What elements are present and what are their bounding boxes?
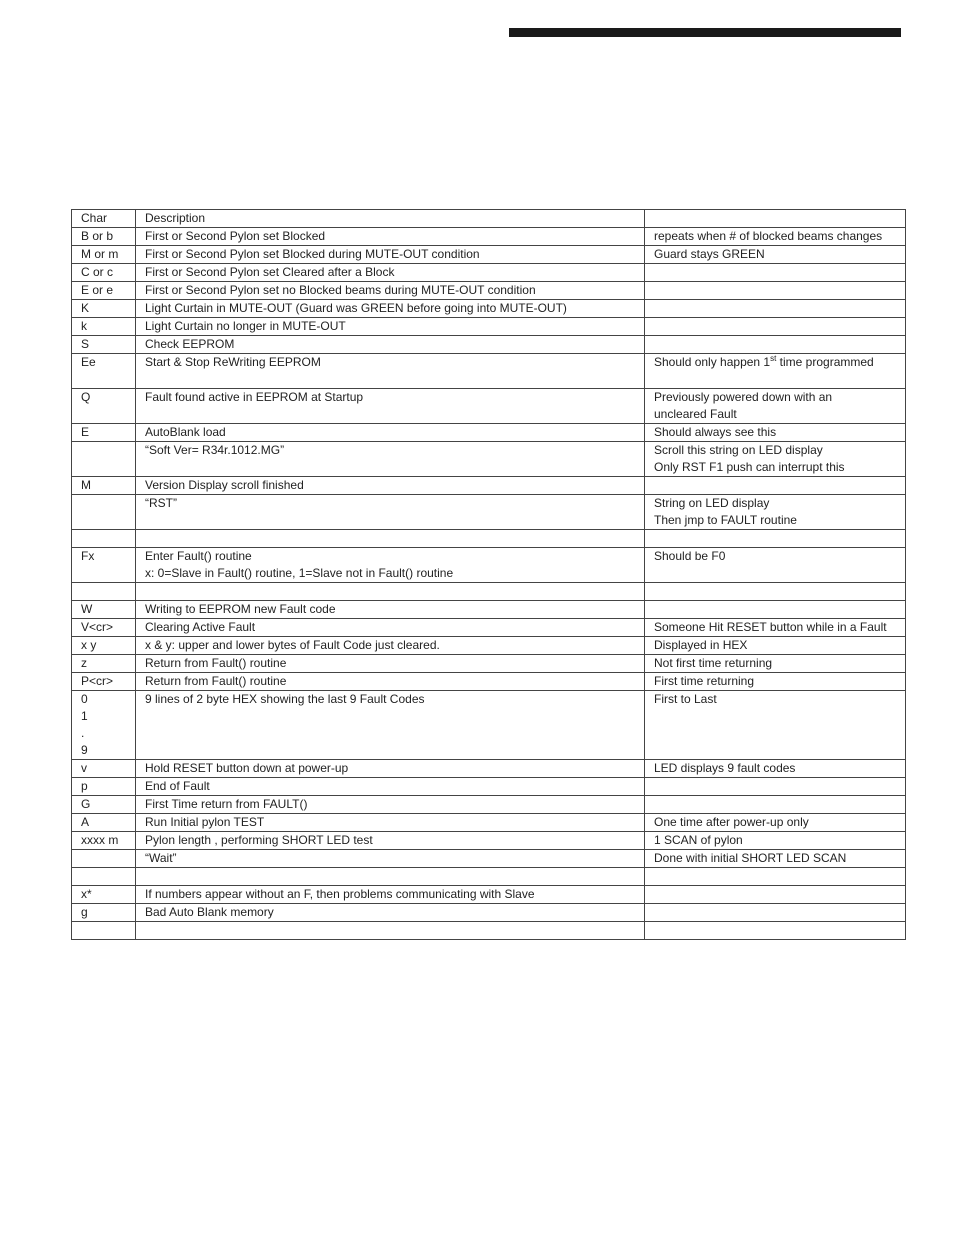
cell-line: K (81, 301, 90, 315)
table-row (72, 477, 906, 495)
cell-line (81, 512, 135, 529)
cell-line: G (81, 797, 91, 811)
table-row (72, 424, 906, 442)
table-row (72, 442, 906, 477)
cell-line: x* (81, 887, 92, 901)
cell-line (654, 300, 905, 317)
cell-char (72, 548, 136, 583)
cell-line (654, 336, 905, 353)
cell-note (645, 691, 906, 760)
cell-note (645, 318, 906, 336)
cell-line: Then jmp to FAULT routine (654, 513, 797, 527)
cell-char (72, 886, 136, 904)
cell-line: . (81, 726, 85, 740)
cell-description (136, 389, 645, 424)
cell-line: Guard stays GREEN (654, 247, 765, 261)
cell-line: M (81, 478, 91, 492)
cell-line (654, 796, 905, 813)
cell-line: First Time return from FAULT() (145, 797, 308, 811)
cell-description (136, 619, 645, 637)
cell-char (72, 424, 136, 442)
cell-note (645, 601, 906, 619)
cell-line (654, 264, 905, 281)
cell-line: End of Fault (145, 779, 210, 793)
cell-char (72, 868, 136, 886)
cell-line: 1 SCAN of pylon (654, 833, 743, 847)
cell-note (645, 832, 906, 850)
cell-line: Fx (81, 549, 95, 563)
cell-note (645, 548, 906, 583)
cell-char (72, 922, 136, 940)
cell-line: Hold RESET button down at power-up (145, 761, 349, 775)
cell-description (136, 318, 645, 336)
cell-line: Start & Stop ReWriting EEPROM (145, 355, 321, 369)
cell-line (654, 886, 905, 903)
cell-char (72, 583, 136, 601)
cell-description (136, 691, 645, 760)
cell-note (645, 583, 906, 601)
cell-note (645, 300, 906, 318)
cell-description (136, 583, 645, 601)
table-header-row (72, 210, 906, 228)
cell-line (654, 282, 905, 299)
cell-description (136, 760, 645, 778)
table-row (72, 796, 906, 814)
cell-description (136, 850, 645, 868)
cell-line: Only RST F1 push can interrupt this (654, 460, 845, 474)
cell-line (654, 742, 905, 759)
table-row (72, 637, 906, 655)
cell-line (81, 442, 135, 459)
cell-description (136, 868, 645, 886)
cell-line (145, 583, 644, 600)
cell-description (136, 637, 645, 655)
cell-note (645, 796, 906, 814)
cell-line (145, 708, 644, 725)
cell-line (145, 868, 644, 885)
cell-line: Not first time returning (654, 656, 773, 670)
cell-char (72, 814, 136, 832)
table-row (72, 673, 906, 691)
cell-line: Bad Auto Blank memory (145, 905, 274, 919)
cell-description (136, 796, 645, 814)
cell-line: First or Second Pylon set Cleared after a Block (145, 265, 395, 279)
cell-char (72, 336, 136, 354)
table-row (72, 282, 906, 300)
cell-line: Run Initial pylon TEST (145, 815, 265, 829)
cell-note (645, 282, 906, 300)
cell-char (72, 601, 136, 619)
table-row (72, 691, 906, 760)
cell-description (136, 495, 645, 530)
cell-line: Previously powered down with an (654, 390, 833, 404)
table-row (72, 886, 906, 904)
cell-description (136, 548, 645, 583)
cell-line (81, 530, 135, 547)
cell-line: Return from Fault() routine (145, 674, 287, 688)
cell-line: Scroll this string on LED display (654, 443, 823, 457)
cell-char (72, 300, 136, 318)
cell-description (136, 673, 645, 691)
table-row (72, 601, 906, 619)
table-row (72, 389, 906, 424)
cell-note (645, 814, 906, 832)
cell-line: Someone Hit RESET button while in a Fault (654, 620, 887, 634)
cell-line: Clearing Active Fault (145, 620, 256, 634)
cell-line (654, 565, 905, 582)
cell-char (72, 264, 136, 282)
cell-char (72, 691, 136, 760)
cell-description (136, 336, 645, 354)
cell-line (81, 459, 135, 476)
cell-line (81, 406, 135, 423)
cell-line: 0 (81, 692, 88, 706)
cell-char (72, 389, 136, 424)
cell-line: Light Curtain no longer in MUTE-OUT (145, 319, 346, 333)
cell-line: Displayed in HEX (654, 638, 748, 652)
header-description: Description (136, 210, 645, 228)
cell-line: Should be F0 (654, 549, 726, 563)
cell-line: E (81, 425, 90, 439)
cell-description (136, 228, 645, 246)
cell-char (72, 655, 136, 673)
cell-line: uncleared Fault (654, 407, 737, 421)
cell-description (136, 886, 645, 904)
cell-line: xxxx m (81, 833, 119, 847)
cell-line: Pylon length , performing SHORT LED test (145, 833, 373, 847)
cell-line: First time returning (654, 674, 755, 688)
cell-description (136, 530, 645, 548)
table-row (72, 814, 906, 832)
cell-line: v (81, 761, 87, 775)
cell-line: “Wait” (145, 851, 177, 865)
table-row (72, 354, 906, 389)
cell-char (72, 282, 136, 300)
cell-char (72, 778, 136, 796)
cell-note (645, 673, 906, 691)
cell-line (81, 495, 135, 512)
cell-char (72, 796, 136, 814)
cell-line (654, 530, 905, 547)
cell-note (645, 637, 906, 655)
table-row (72, 619, 906, 637)
cell-line: If numbers appear without an F, then problems communicating with Slave (145, 887, 535, 901)
cell-line: Check EEPROM (145, 337, 235, 351)
cell-line (654, 477, 905, 494)
cell-note (645, 886, 906, 904)
cell-description (136, 246, 645, 264)
cell-note (645, 655, 906, 673)
cell-line: M or m (81, 247, 119, 261)
cell-description (136, 655, 645, 673)
cell-description (136, 814, 645, 832)
cell-note (645, 389, 906, 424)
table-row (72, 318, 906, 336)
cell-line: S (81, 337, 90, 351)
cell-char (72, 637, 136, 655)
cell-line: x y (81, 638, 97, 652)
cell-line: One time after power-up only (654, 815, 809, 829)
cell-line: Done with initial SHORT LED SCAN (654, 851, 847, 865)
cell-char (72, 246, 136, 264)
cell-note (645, 778, 906, 796)
table-row (72, 495, 906, 530)
cell-char (72, 832, 136, 850)
cell-note (645, 850, 906, 868)
cell-line (654, 904, 905, 921)
cell-char (72, 530, 136, 548)
cell-line (654, 868, 905, 885)
cell-char (72, 318, 136, 336)
table-row (72, 778, 906, 796)
cell-line (654, 371, 905, 388)
cell-line: Fault found active in EEPROM at Startup (145, 390, 364, 404)
cell-line (81, 583, 135, 600)
cell-note (645, 424, 906, 442)
cell-char (72, 760, 136, 778)
cell-line: AutoBlank load (145, 425, 226, 439)
cell-description (136, 601, 645, 619)
header-rule (509, 28, 901, 37)
cell-line (654, 778, 905, 795)
cell-line: Return from Fault() routine (145, 656, 287, 670)
cell-char (72, 673, 136, 691)
cell-char (72, 904, 136, 922)
cell-line (654, 354, 905, 371)
cell-line (654, 725, 905, 742)
cell-line (145, 371, 644, 388)
cell-line: repeats when # of blocked beams changes (654, 229, 883, 243)
cell-note (645, 442, 906, 477)
cell-line: p (81, 779, 88, 793)
cell-line: B or b (81, 229, 114, 243)
cell-line: LED displays 9 fault codes (654, 761, 796, 775)
cell-line (145, 530, 644, 547)
cell-note (645, 868, 906, 886)
cell-note (645, 530, 906, 548)
table-row (72, 336, 906, 354)
cell-description (136, 282, 645, 300)
cell-line: k (81, 319, 87, 333)
cell-line: P<cr> (81, 674, 114, 688)
cell-line (654, 318, 905, 335)
cell-line: “RST” (145, 496, 177, 510)
table-row (72, 264, 906, 282)
cell-line: Q (81, 390, 91, 404)
table-row (72, 850, 906, 868)
cell-line (145, 725, 644, 742)
cell-line (81, 868, 135, 885)
cell-line (654, 708, 905, 725)
cell-note (645, 904, 906, 922)
cell-note (645, 495, 906, 530)
cell-char (72, 477, 136, 495)
note-text: time programmed (776, 355, 874, 369)
cell-note (645, 922, 906, 940)
cell-line (81, 371, 135, 388)
cell-line (145, 406, 644, 423)
table-body (72, 210, 906, 940)
cell-char (72, 228, 136, 246)
table-row (72, 300, 906, 318)
cell-note (645, 246, 906, 264)
note-superscript: st (770, 354, 777, 363)
cell-description (136, 424, 645, 442)
cell-note (645, 264, 906, 282)
cell-line: x: 0=Slave in Fault() routine, 1=Slave not in Fault() routine (145, 566, 454, 580)
cell-note (645, 336, 906, 354)
cell-line (145, 922, 644, 939)
table-row (72, 655, 906, 673)
cell-description (136, 264, 645, 282)
cell-line: z (81, 656, 87, 670)
cell-description (136, 922, 645, 940)
table-row (72, 922, 906, 940)
cell-line: Should always see this (654, 425, 777, 439)
cell-line (145, 742, 644, 759)
table-row (72, 832, 906, 850)
cell-line: g (81, 905, 88, 919)
cell-line (654, 922, 905, 939)
cell-line (654, 583, 905, 600)
table-row (72, 548, 906, 583)
cell-line: String on LED display (654, 496, 770, 510)
cell-line (654, 601, 905, 618)
table-row (72, 530, 906, 548)
header-char: Char (72, 210, 136, 228)
cell-description (136, 904, 645, 922)
cell-char (72, 850, 136, 868)
cell-char (72, 354, 136, 389)
cell-note (645, 354, 906, 389)
cell-note (645, 477, 906, 495)
cell-line (145, 512, 644, 529)
cell-char (72, 619, 136, 637)
table-row (72, 904, 906, 922)
cell-description (136, 442, 645, 477)
table-row (72, 228, 906, 246)
cell-line: First to Last (654, 692, 717, 706)
cell-line: “Soft Ver= R34r.1012.MG” (145, 443, 285, 457)
cell-line: 1 (81, 709, 88, 723)
cell-char (72, 442, 136, 477)
cell-description (136, 300, 645, 318)
cell-line: C or c (81, 265, 114, 279)
table-row (72, 583, 906, 601)
note-text: Should only happen 1 (654, 355, 771, 369)
cell-line: Writing to EEPROM new Fault code (145, 602, 336, 616)
header-notes (645, 210, 906, 228)
serial-code-table (71, 209, 906, 940)
cell-line (145, 459, 644, 476)
cell-line: 9 lines of 2 byte HEX showing the last 9 Fault Codes (145, 692, 425, 706)
cell-line: Enter Fault() routine (145, 549, 252, 563)
cell-line: First or Second Pylon set Blocked (145, 229, 326, 243)
cell-line (81, 565, 135, 582)
cell-line (81, 850, 135, 867)
cell-line: V<cr> (81, 620, 114, 634)
cell-line: First or Second Pylon set Blocked during MUTE-OUT condition (145, 247, 480, 261)
cell-description (136, 832, 645, 850)
cell-line: A (81, 815, 90, 829)
cell-line: x & y: upper and lower bytes of Fault Code just cleared. (145, 638, 440, 652)
cell-note (645, 228, 906, 246)
cell-line: Light Curtain in MUTE-OUT (Guard was GREEN before going into MUTE-OUT) (145, 301, 567, 315)
table-row (72, 760, 906, 778)
cell-line: Version Display scroll finished (145, 478, 304, 492)
cell-note (645, 619, 906, 637)
cell-description (136, 778, 645, 796)
cell-line: 9 (81, 743, 88, 757)
cell-note (645, 760, 906, 778)
cell-line: E or e (81, 283, 114, 297)
cell-line: Ee (81, 355, 96, 369)
cell-line: W (81, 602, 93, 616)
cell-line: First or Second Pylon set no Blocked beams during MUTE-OUT condition (145, 283, 536, 297)
table-row (72, 246, 906, 264)
cell-char (72, 495, 136, 530)
cell-description (136, 354, 645, 389)
table-row (72, 868, 906, 886)
cell-description (136, 477, 645, 495)
cell-line (81, 922, 135, 939)
